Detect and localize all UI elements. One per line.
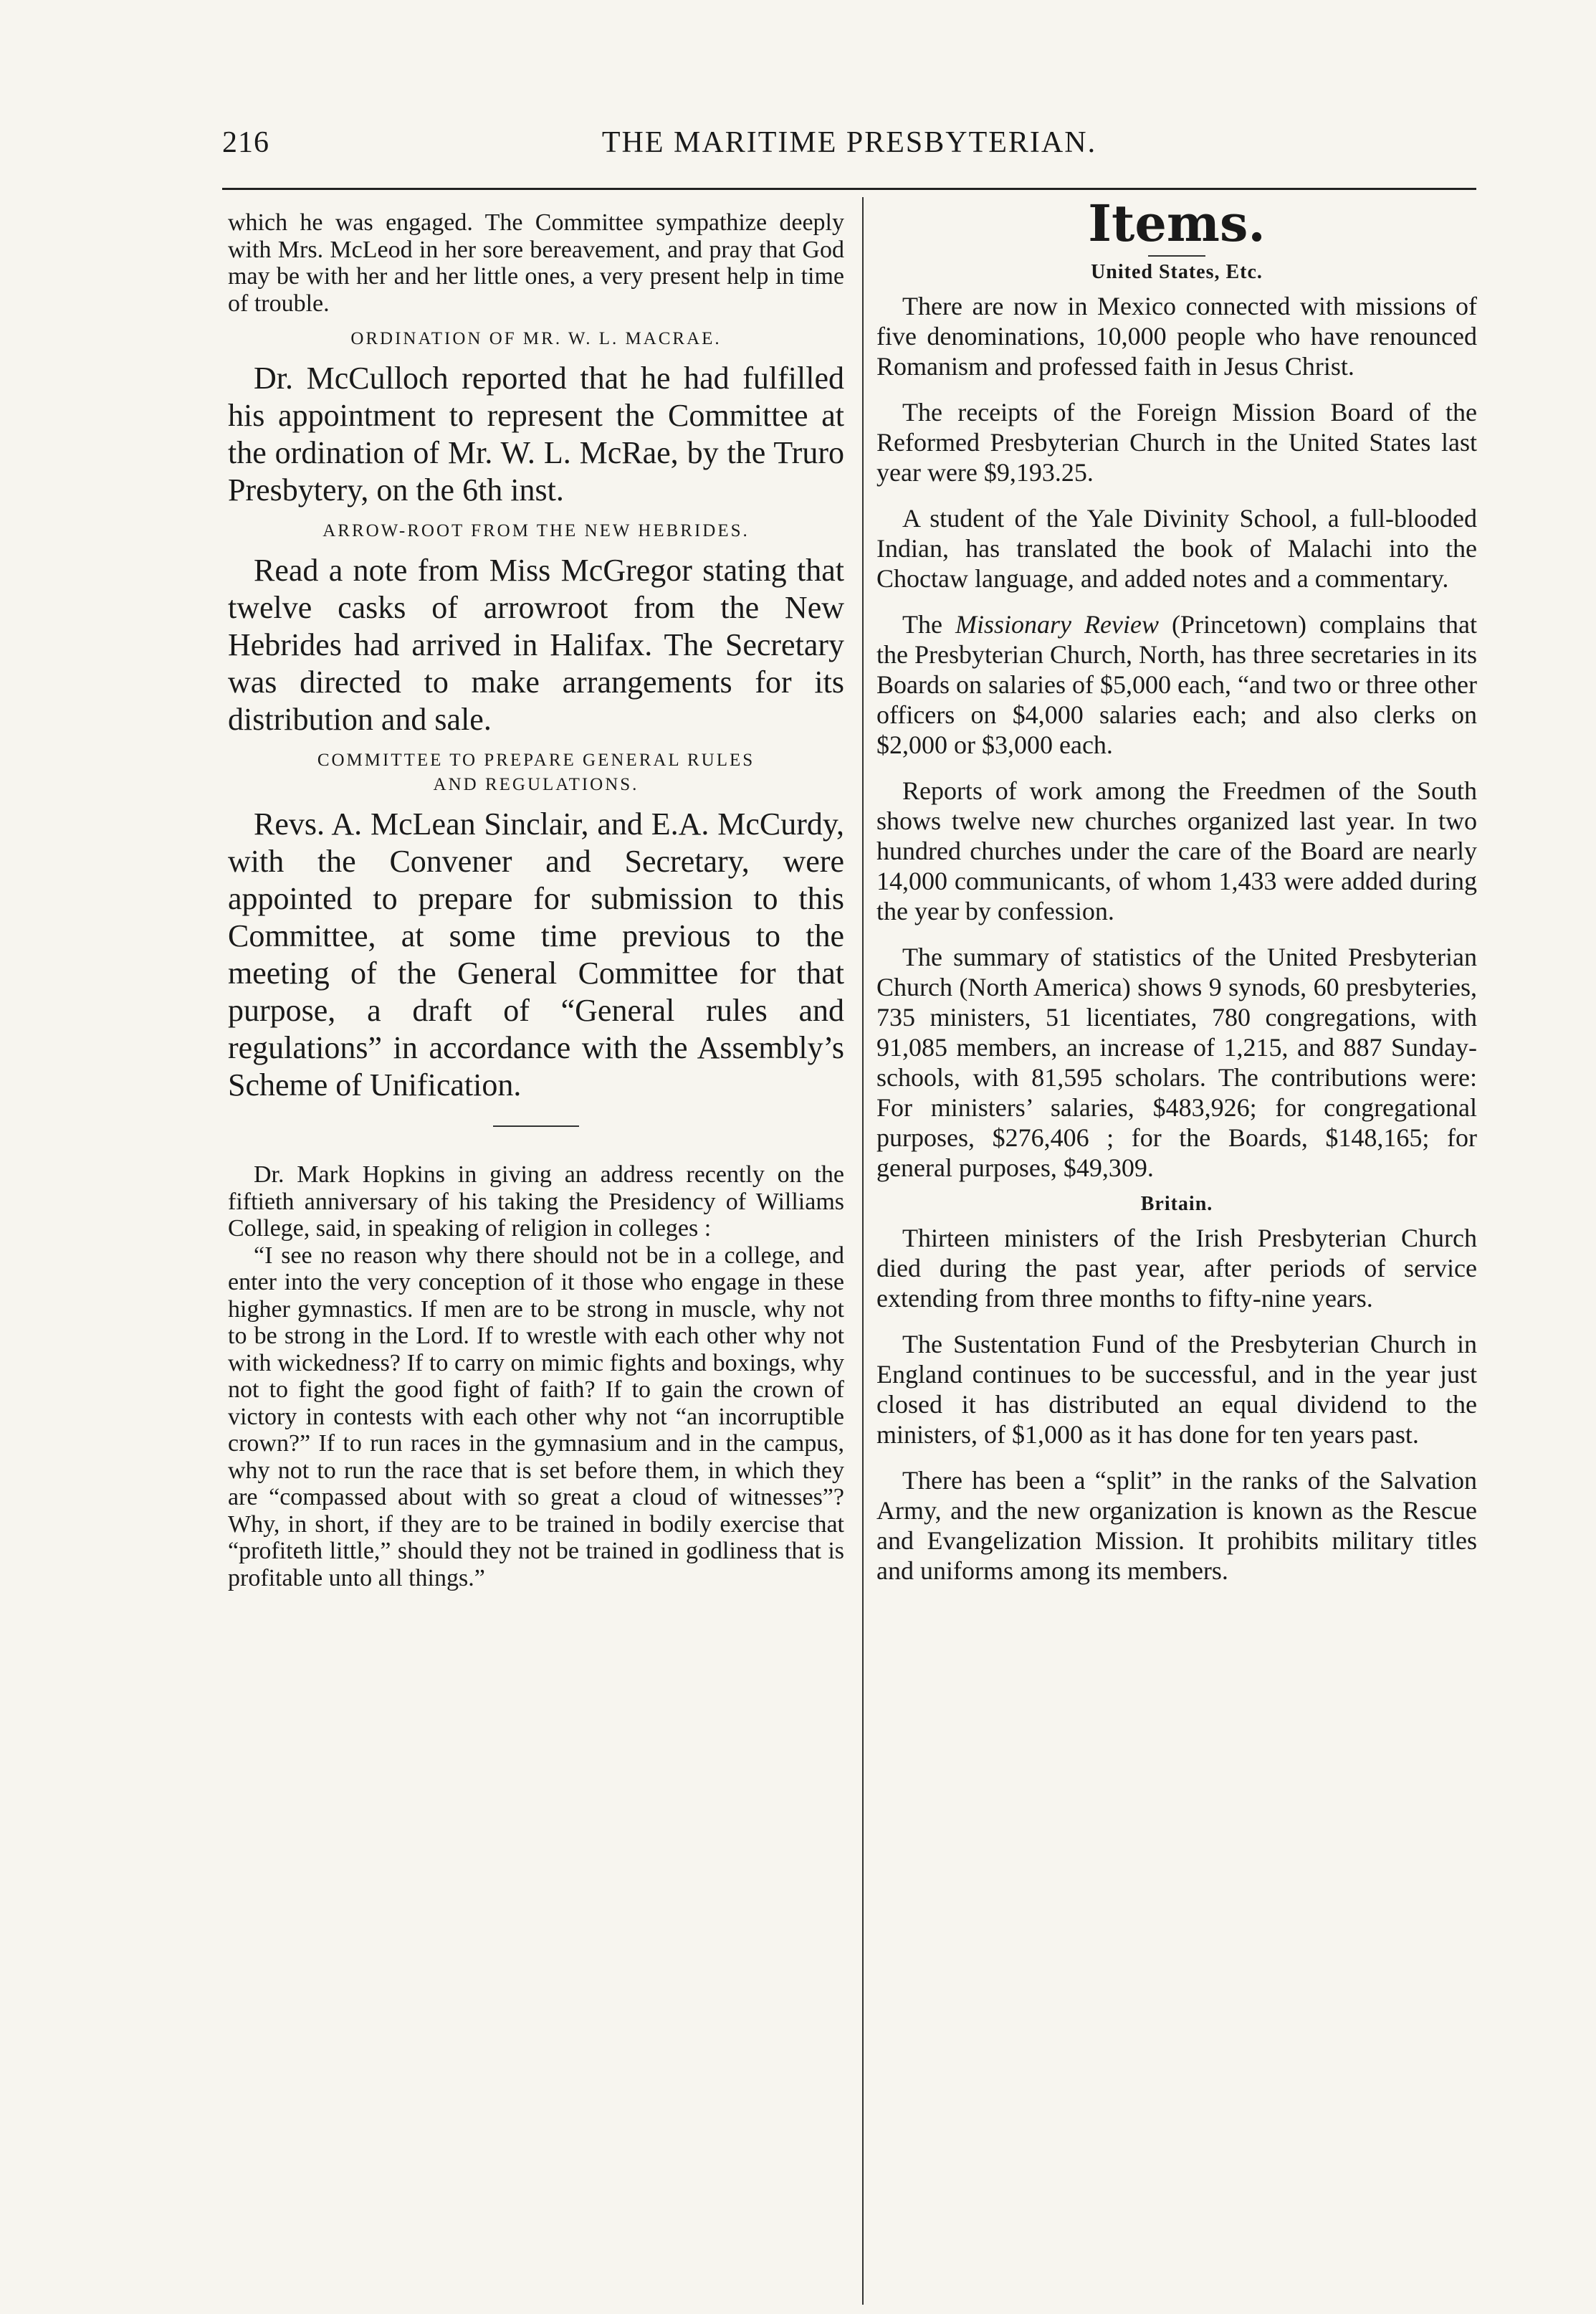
intro-paragraph: which he was engaged. The Committee sympathize deeply with Mrs. McLeod in her sore bereavement, and pray that God may be with her and her little ones, a very present help in time of trouble. <box>228 209 844 317</box>
page-number: 216 <box>222 126 269 159</box>
committee-paragraph: Revs. A. McLean Sinclair, and E.A. McCurdy, with the Convener and Secretary, were appointed to prepare for submission to this Committee, at some time previous to the meeting of the General Committee for that purpose, a draft of “General rules and regulations” in accordance with the Assembly’s Scheme of Unification. <box>228 806 844 1103</box>
section-heading-committee: COMMITTEE TO PREPARE GENERAL RULES <box>317 751 755 770</box>
news-item: Reports of work among the Freedmen of the South shows twelve new churches organized last year. In two hundred churches under the care of the Board are nearly 14,000 communicants, of whom 1,433 were added during the year by confession. <box>876 776 1477 925</box>
items-heading: Items. <box>1088 194 1266 253</box>
news-item: The Sustentation Fund of the Presbyterian Church in England continues to be successful, and in the year just closed it has distributed an equal dividend to the ministers, of $1,000 as it has done for ten years past. <box>876 1330 1477 1449</box>
column-divider <box>862 197 864 2305</box>
news-item: Thirteen ministers of the Irish Presbyterian Church died during the past year, after periods of service extending from three months to fifty-nine years. <box>876 1224 1477 1313</box>
review-title: Missionary Review <box>955 610 1159 639</box>
news-item: The summary of statistics of the United Presbyterian Church (North America) shows 9 synods, 60 presbyteries, 735 ministers, 51 licentiates, 780 congregations, with 91,085 members, an increase of 1,215, and 887 Sunday-schools, with 81,595 scholars. The contributions were: For ministers’ salaries, $483,926; for congregational purposes, $276,406 ; for the Boards, $148,165; for general purposes, $49,309. <box>876 943 1477 1182</box>
section-heading-ordination: ORDINATION OF MR. W. L. MACRAE. <box>350 329 722 348</box>
review-after: (Princetown) complains that the Presbyterian Church, North, has three secretaries in its Boards on salaries of $5,000 each, “and two or three other officers on $4,000 salaries each; and also clerks on $2,000 or $3,000 each. <box>876 610 1478 759</box>
right-column <box>876 195 1477 1586</box>
section-divider <box>493 1125 579 1127</box>
items-rule <box>1148 255 1205 257</box>
hopkins-intro: Dr. Mark Hopkins in giving an address recently on the fiftieth anniversary of his taking the Presidency of Williams College, said, in speaking of religion in colleges : <box>228 1161 844 1242</box>
ordination-paragraph: Dr. McCulloch reported that he had fulfilled his appointment to represent the Committee at the ordination of Mr. W. L. McRae, by the Truro Presbytery, on the 6th inst. <box>228 361 844 508</box>
news-item: There has been a “split” in the ranks of the Salvation Army, and the new organization is known as the Rescue and Evangelization Mission. It prohibits military titles and uniforms among its members. <box>876 1466 1477 1585</box>
britain-label: Britain. <box>1140 1193 1213 1215</box>
news-item: The receipts of the Foreign Mission Board of the Reformed Presbyterian Church in the United States last year were $9,193.25. <box>876 398 1477 487</box>
page-header <box>222 125 1476 168</box>
header-rule <box>222 188 1476 190</box>
hopkins-quote: “I see no reason why there should not be in a college, and enter into the very conception of it those who engage in these higher gymnastics. If men are to be strong in muscle, why not to be strong in the Lord. If to wrestle with each other why not with wickedness? If to carry on mimic fights and boxings, why not to fight the good fight of faith? If to gain the crown of victory in contests with each other why not “an incorruptible crown?” If to run races in the gymnasium and in the campus, why not to run the race that is set before them, in which they are “compassed about with so great a cloud of witnesses”? Why, in short, if they are to be trained in bodily exercise that “profiteth little,” should they not be trained in godliness that is profitable unto all things.” <box>228 1242 844 1591</box>
arrowroot-paragraph: Read a note from Miss McGregor stating that twelve casks of arrowroot from the New Hebrides had arrived in Halifax. The Secretary was directed to make arrangements for its distribution and sale. <box>228 553 844 737</box>
running-title: THE MARITIME PRESBYTERIAN. <box>601 126 1097 159</box>
united-states-label: United States, Etc. <box>1091 261 1263 283</box>
news-item-missionary-review <box>876 609 1477 760</box>
review-before: The <box>902 610 956 639</box>
left-column <box>228 209 844 1591</box>
section-heading-arrowroot: ARROW-ROOT FROM THE NEW HEBRIDES. <box>322 521 750 541</box>
section-heading-committee-line2: AND REGULATIONS. <box>433 775 639 794</box>
news-item: There are now in Mexico connected with missions of five denominations, 10,000 people who have renounced Romanism and professed faith in Jesus Christ. <box>876 292 1477 381</box>
news-item: A student of the Yale Divinity School, a full-blooded Indian, has translated the book of Malachi into the Choctaw language, and added notes and a commentary. <box>876 504 1477 593</box>
